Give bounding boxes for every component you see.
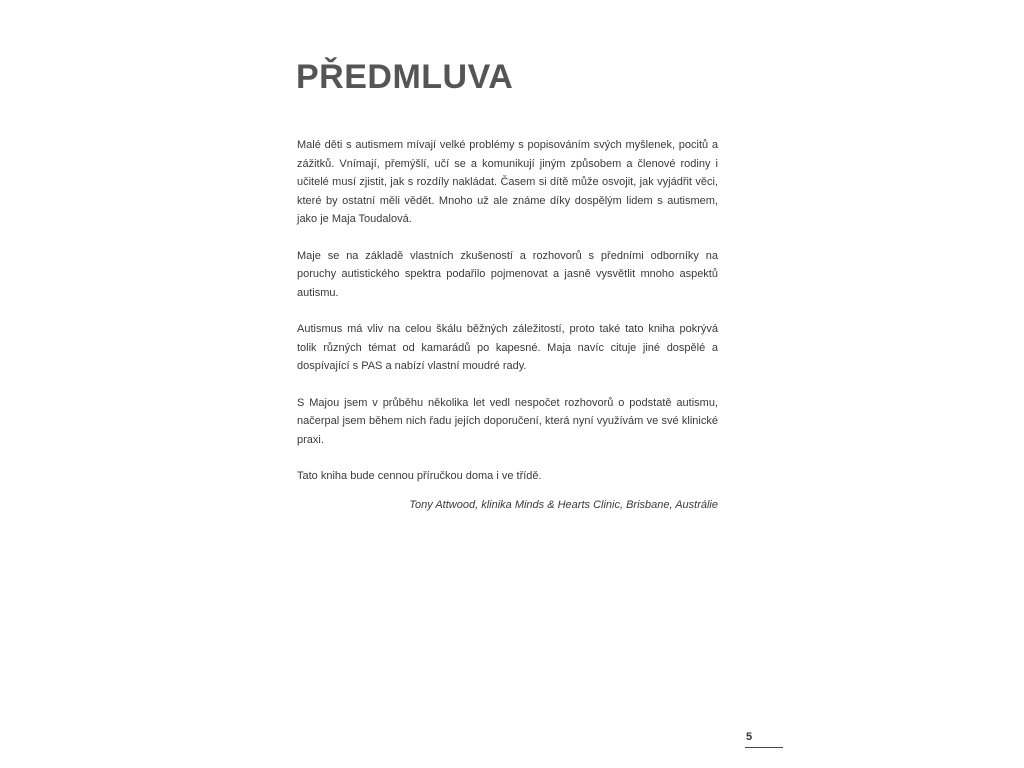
- author-signature: Tony Attwood, klinika Minds & Hearts Clinic, Brisbane, Austrálie: [409, 498, 718, 511]
- paragraph-2: Maje se na základě vlastních zkušeností a rozhovorů s předními odborníky na poruchy autistického spektra podařilo pojmenovat a jasně vysvětlit mnoho aspektů autismu.: [297, 249, 718, 299]
- paragraph-3: Autismus má vliv na celou škálu běžných záležitostí, proto také tato kniha pokrývá tolik různých témat od kamarádů po kapesné. Maja navíc cituje jiné dospělé a dospívající s PAS a nabízí vlastní moudré rady.: [297, 323, 718, 372]
- page-number: 5: [746, 731, 753, 743]
- paragraph-4: S Majou jsem v průběhu několika let vedl nespočet rozhovorů o podstatě autismu, načerpal jsem během nich řadu jejích doporučení, která nyní využívám ve své klinické praxi.: [297, 396, 718, 446]
- page-title: PŘEDMLUVA: [296, 58, 514, 96]
- paragraph-5: Tato kniha bude cennou příručkou doma i ve třídě.: [297, 470, 542, 482]
- paragraph-1: Malé děti s autismem mívají velké problémy s popisováním svých myšlenek, pocitů a zážitků. Vnímají, přemýšlí, učí se a komunikují jiným způsobem a členové rodiny i učitelé musí zjistit, jak s rozdíly nakládat. Časem si dítě může osvojit, jak vyjádřit věci, které by ostatní měli vědět. Mnoho už ale známe díky dospělým lidem s autismem, jako je Maja Toudalová.: [297, 139, 718, 225]
- foreword-body: [297, 136, 718, 514]
- page-number-rule: [745, 747, 783, 748]
